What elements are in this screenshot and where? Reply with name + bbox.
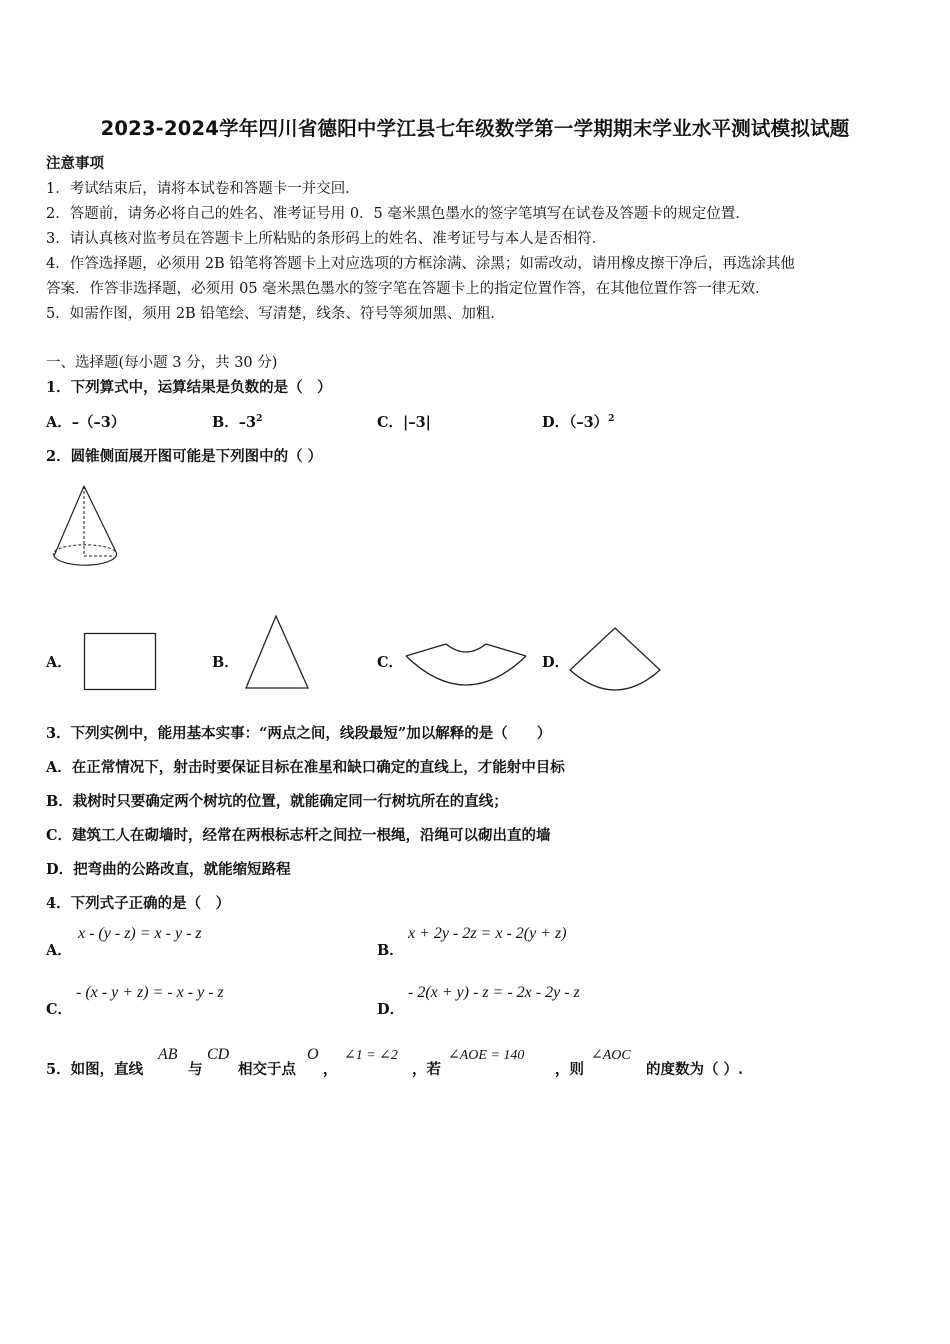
exponent: 2 <box>256 414 263 425</box>
q2-option-c-label: C． <box>377 654 404 671</box>
option-label: A． <box>46 414 72 431</box>
exponent: 2 <box>608 414 615 425</box>
q4-option-c-expr: - (x - y + z) = - x - y - z <box>76 984 224 1001</box>
q5-text-6: ，则 <box>555 1061 584 1078</box>
q4-option-b-expr: x + 2y - 2z = x - 2(y + z) <box>408 925 567 942</box>
q5-text-5: ，若 <box>412 1061 441 1078</box>
sector-shape <box>568 626 662 692</box>
q5-angle-aoe: ∠AOE = 140 <box>448 1048 525 1063</box>
q2-option-a-label: A． <box>46 654 72 671</box>
option-text: （–3） <box>569 414 609 431</box>
note-item: 1．考试结束后，请将本试卷和答题卡一并交回． <box>46 181 360 197</box>
q4-option-a-expr: x - (y - z) = x - y - z <box>78 925 202 942</box>
q1-stem: 1．下列算式中，运算结果是负数的是（ ） <box>46 379 332 396</box>
q5-angle-aoc: ∠AOC <box>591 1048 631 1063</box>
note-item: 4．作答选择题，必须用 2B 铅笔将答题卡上对应选项的方框涂满、涂黑；如需改动，请用橡皮擦干净后，再选涂其他 <box>46 256 795 272</box>
q1-option-a <box>46 411 125 432</box>
triangle-shape <box>244 614 310 690</box>
q1-option-c <box>377 411 431 432</box>
q5-line-cd: CD <box>207 1046 230 1063</box>
q1-option-b <box>212 411 262 432</box>
q3-option-c: C．建筑工人在砌墙时，经常在两根标志杆之间拉一根绳，沿绳可以砌出直的墙 <box>46 827 551 844</box>
option-label: C． <box>377 414 404 431</box>
q5-text-7: 的度数为（ ）. <box>646 1061 744 1078</box>
q3-stem: 3．下列实例中，能用基本实事：“两点之间，线段最短”加以解释的是（ ） <box>46 725 552 742</box>
note-item: 5．如需作图，须用 2B 铅笔绘、写清楚，线条、符号等须加黑、加粗． <box>46 306 505 322</box>
section-heading: 一、选择题(每小题 3 分，共 30 分) <box>46 355 278 371</box>
q2-stem: 2．圆锥侧面展开图可能是下列图中的（ ） <box>46 448 323 465</box>
annular-sector-shape <box>404 642 528 692</box>
option-label: B． <box>212 414 239 431</box>
option-text: |–3| <box>403 414 431 431</box>
q4-stem: 4．下列式子正确的是（ ） <box>46 895 231 912</box>
q5-text-3: 相交于点 <box>238 1061 296 1078</box>
q4-option-c-label: C． <box>46 1001 73 1018</box>
q1-option-d <box>542 411 614 432</box>
q2-option-d-label: D． <box>542 654 570 671</box>
square-shape <box>84 633 158 691</box>
q3-option-a: A．在正常情况下，射击时要保证目标在准星和缺口确定的直线上，才能射中目标 <box>46 759 565 776</box>
note-item: 2．答题前，请务必将自己的姓名、准考证号用 0．5 毫米黑色墨水的签字笔填写在试卷及答题卡的规定位置． <box>46 206 750 222</box>
option-text: –（–3） <box>71 414 126 431</box>
q5-line-ab: AB <box>158 1046 178 1063</box>
q4-option-a-label: A． <box>46 942 72 959</box>
q2-option-b-label: B． <box>212 654 239 671</box>
option-label: D． <box>542 414 570 431</box>
note-item: 3．请认真核对监考员在答题卡上所粘贴的条形码上的姓名、准考证号与本人是否相符． <box>46 231 607 247</box>
q5-text-1: 5．如图，直线 <box>46 1061 144 1078</box>
q4-option-d-label: D． <box>377 1001 405 1018</box>
q3-option-b: B．栽树时只要确定两个树坑的位置，就能确定同一行树坑所在的直线； <box>46 793 508 810</box>
option-text: –3 <box>238 414 257 431</box>
notes-heading: 注意事项 <box>46 155 104 172</box>
q5-angle-equality: ∠1 = ∠2 <box>344 1048 398 1063</box>
cone-figure <box>50 484 122 576</box>
page-title: 2023-2024学年四川省德阳中学江县七年级数学第一学期期末学业水平测试模拟试题 <box>100 117 850 140</box>
note-item: 答案．作答非选择题，必须用 05 毫米黑色墨水的签字笔在答题卡上的指定位置作答，在其他位置作答一律无效． <box>46 281 770 297</box>
q4-option-d-expr: - 2(x + y) - z = - 2x - 2y - z <box>408 984 580 1001</box>
q5-text-4: ， <box>323 1061 338 1078</box>
q5-text-2: 与 <box>188 1061 203 1078</box>
q5-point-o: O <box>307 1046 319 1063</box>
q3-option-d: D．把弯曲的公路改直，就能缩短路程 <box>46 861 291 878</box>
q4-option-b-label: B． <box>377 942 404 959</box>
